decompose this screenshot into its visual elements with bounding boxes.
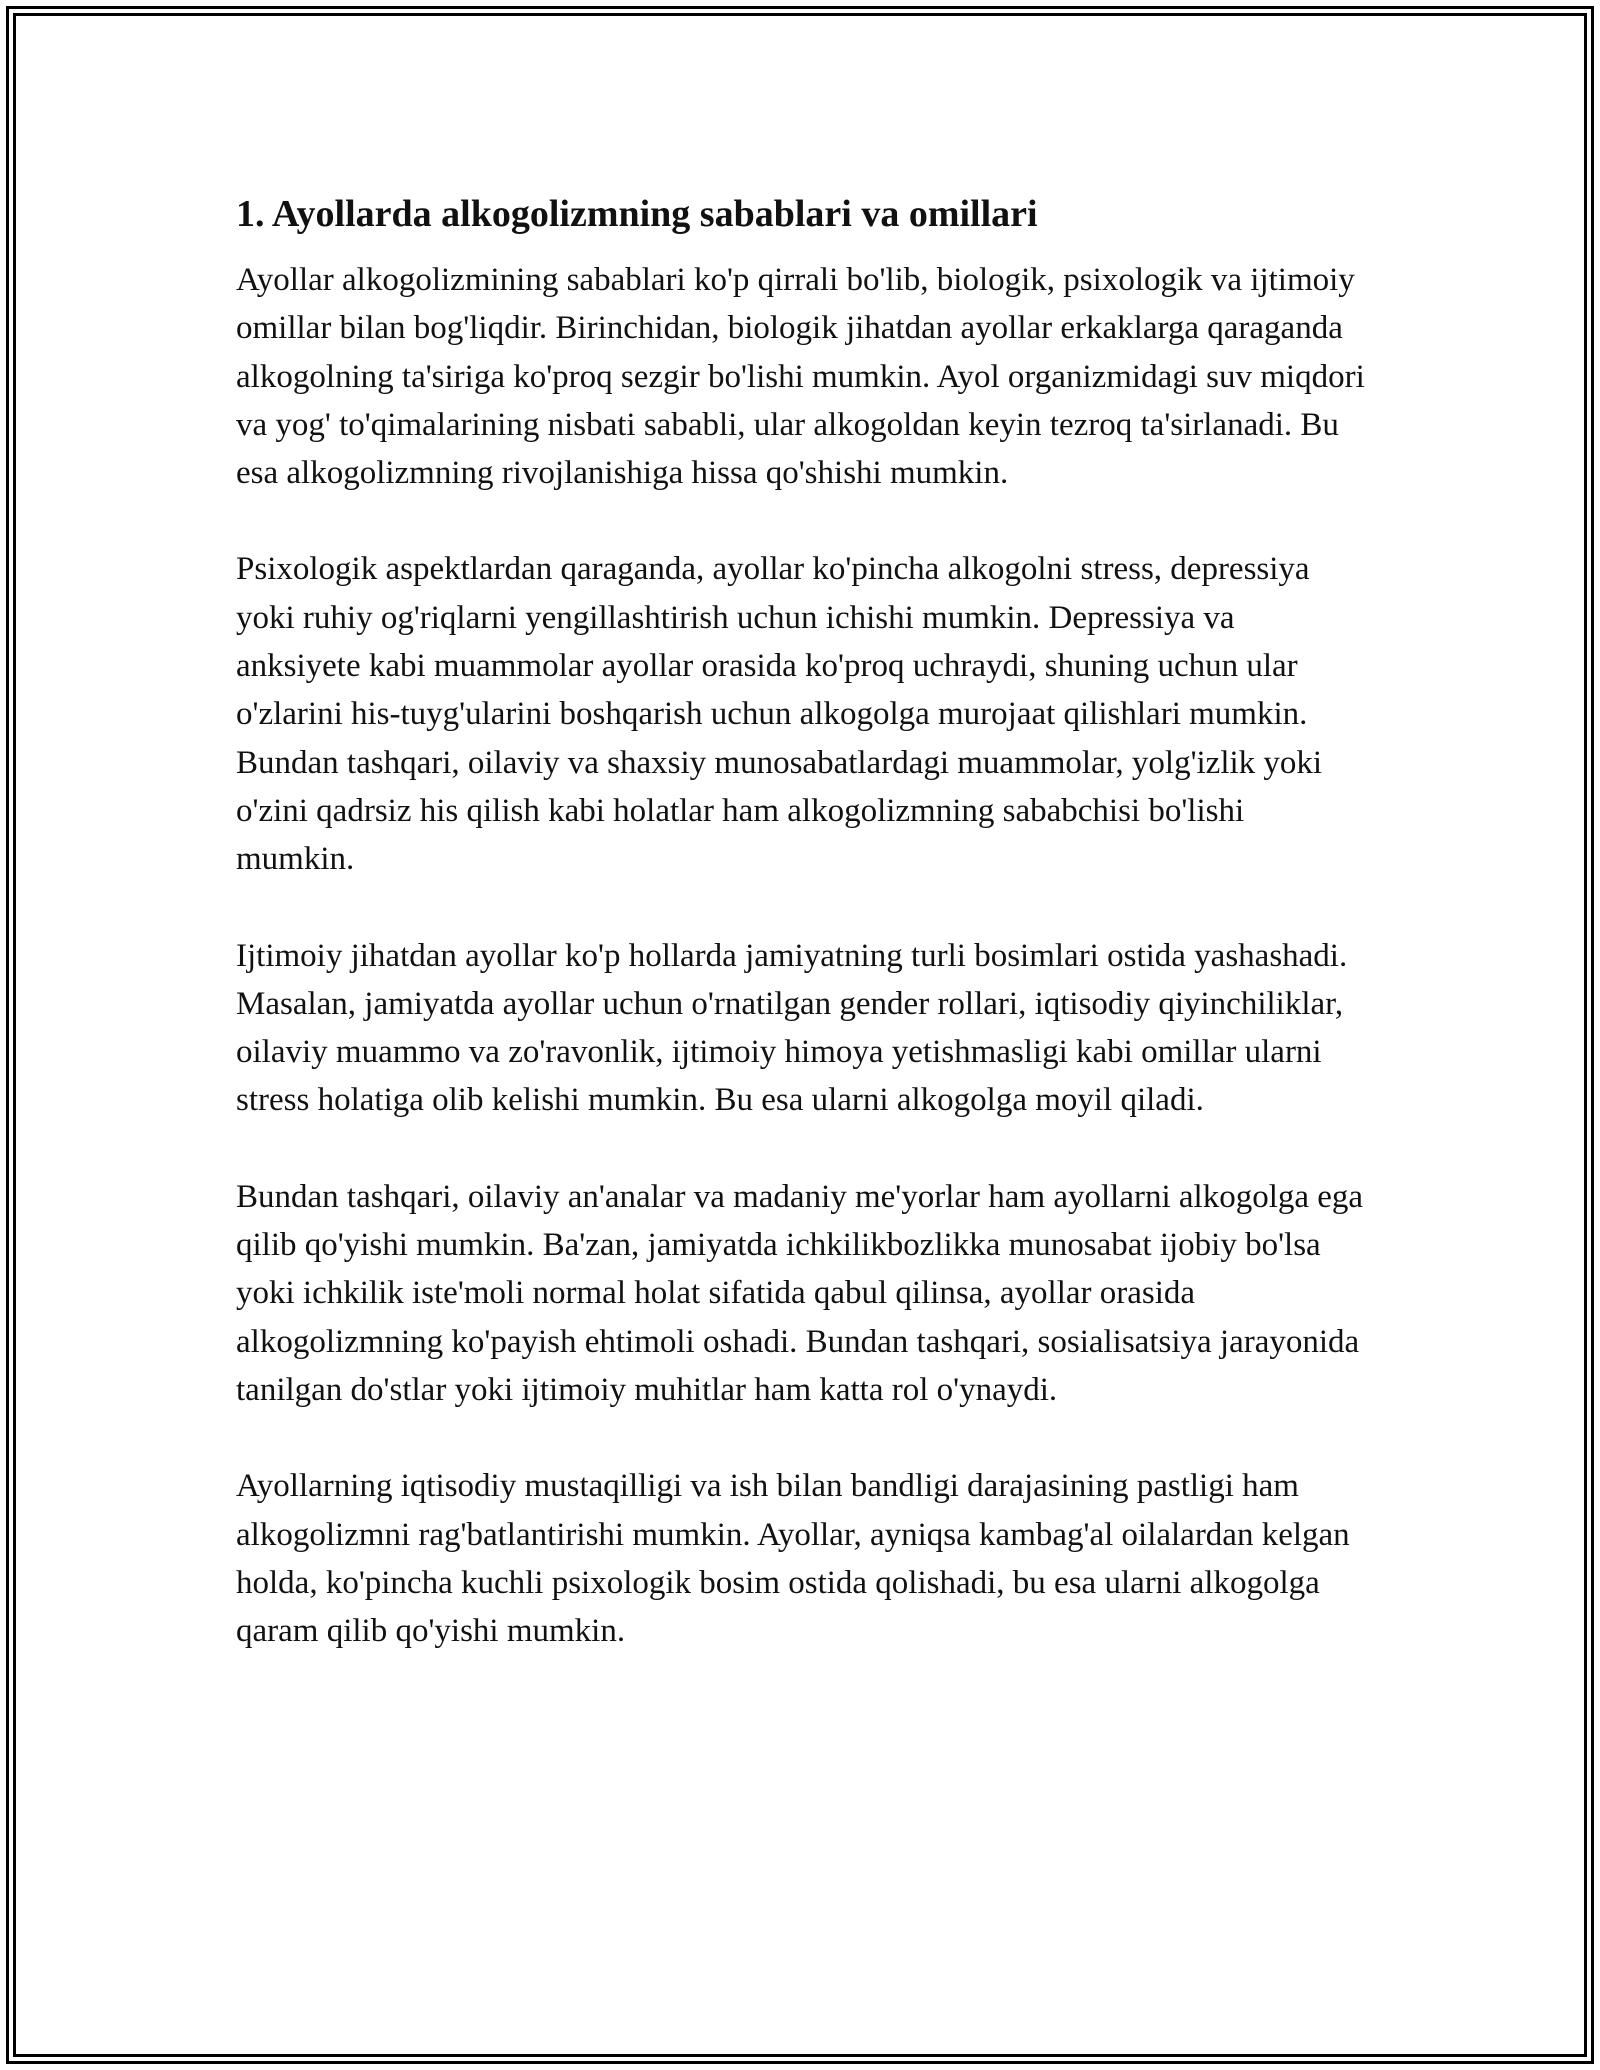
section-heading: 1. Ayollarda alkogolizmning sabablari va omillari bbox=[236, 193, 1038, 235]
paragraph-psychological: Psixologik aspektlardan qaraganda, ayollar ko'pincha alkogolni stress, depressiya yoki ruhiy og'riqlarni yengillashtirish uchun ichishi mumkin. Depressiya va anksiyete kabi muammolar ayollar orasida ko'proq uchraydi, shuning uchun ular o'zlarini his-tuyg'ularini boshqarish uchun alkogolga murojaat qilishlari mumkin. Bundan tashqari, oilaviy va shaxsiy munosabatlardagi muammolar, yolg'izlik yoki o'zini qadrsiz his qilish kabi holatlar ham alkogolizmning sababchisi bo'lishi mumkin. bbox=[236, 551, 1323, 878]
paragraph-biological: Ayollar alkogolizmining sabablari ko'p qirrali bo'lib, biologik, psixologik va ijtimoiy omillar bilan bog'liqdir. Birinchidan, biologik jihatdan ayollar erkaklarga qaraganda alkogolning ta'siriga ko'proq sezgir bo'lishi mumkin. Ayol organizmidagi suv miqdori va yog' to'qimalarining nisbati sababli, ular alkogoldan keyin tezroq ta'sirlanadi. Bu esa alkogolizmning rivojlanishiga hissa qo'shishi mumkin. bbox=[236, 262, 1365, 492]
paragraph-social: Ijtimoiy jihatdan ayollar ko'p hollarda jamiyatning turli bosimlari ostida yashashadi. Masalan, jamiyatda ayollar uchun o'rnatilgan gender rollari, iqtisodiy qiyinchiliklar, oilaviy muammo va zo'ravonlik, ijtimoiy himoya yetishmasligi kabi omillar ularni stress holatiga olib kelishi mumkin. Bu esa ularni alkogolga moyil qiladi. bbox=[236, 937, 1348, 1119]
paragraph-economic: Ayollarning iqtisodiy mustaqilligi va ish bilan bandligi darajasining pastligi ham alkogolizmni rag'batlantirishi mumkin. Ayollar, ayniqsa kambag'al oilalardan kelgan holda, ko'pincha kuchli psixologik bosim ostida qolishadi, bu esa ularni alkogolga qaram qilib qo'yishi mumkin. bbox=[236, 1468, 1350, 1650]
paragraph-cultural: Bundan tashqari, oilaviy an'analar va madaniy me'yorlar ham ayollarni alkogolga ega qilib qo'yishi mumkin. Ba'zan, jamiyatda ichkilikbozlikka munosabat ijobiy bo'lsa yoki ichkilik iste'moli normal holat sifatida qabul qilinsa, ayollar orasida alkogolizmning ko'payish ehtimoli oshadi. Bundan tashqari, sosialisatsiya jarayonida tanilgan do'stlar yoki ijtimoiy muhitlar ham katta rol o'ynaydi. bbox=[236, 1178, 1364, 1408]
document-body bbox=[236, 186, 1366, 1703]
